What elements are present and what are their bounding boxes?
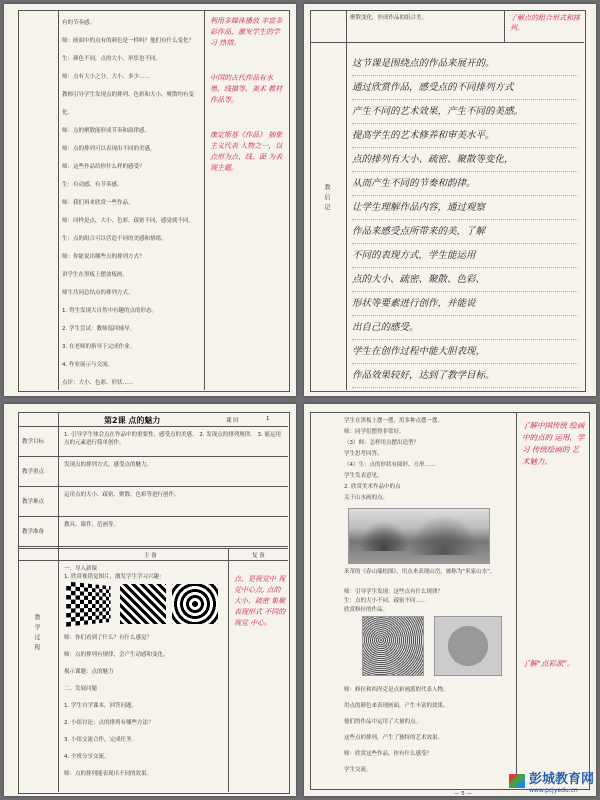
hours-label: 课 时 (226, 418, 239, 424)
text-line: 1. 得生发现大自然中有趣的点的形态。 (62, 308, 157, 314)
text-line: 让学生理解作品内容，通过观察 (352, 196, 578, 220)
text-line: 了解“点彩派”。 (522, 659, 575, 668)
text-line: 师：画面中的点有的颜色是一样吗？他们有什么变化？ (62, 38, 195, 44)
text-line: 点评：大小、色彩、形状…… (62, 380, 134, 386)
text-line: 讲学生在黑板上摆放板画。 (62, 272, 129, 278)
row-divider (18, 546, 288, 547)
margin-notes (210, 16, 284, 198)
circle-illusion-image (172, 584, 218, 624)
review-header: 复 备 (252, 553, 265, 559)
text-line: 师：引导学生发现：这些点有什么规律？ (344, 589, 444, 595)
text-line: 3. 在老师的指导下完成作业。 (62, 344, 135, 350)
page-bottom-left (4, 404, 296, 796)
text-line: 利用多媒体播放 丰富多彩作品，激发学生的学习 热情。 (210, 17, 283, 47)
text-line: 生：点的组合可以营造不同的美感和情绪。 (62, 236, 167, 242)
page-bottom-right (304, 404, 596, 796)
stripe-illusion-image (120, 584, 166, 624)
text-line: 师：同学们摆得非常好。 (344, 429, 405, 435)
text-line: 二、发展问题 (64, 686, 98, 692)
text-line: 不同的表现方式，学生能运用 (352, 244, 578, 268)
text-line: 生：有动感、有节奏感。 (62, 182, 123, 188)
pointillism-still-life-image (434, 616, 502, 676)
row-divider (18, 456, 288, 457)
process-text-3 (344, 682, 512, 778)
hours-value: 1 (266, 416, 270, 422)
process-text-2 (344, 588, 512, 615)
main-prep-header: 主 备 (144, 553, 157, 559)
text-line: 这节课是围绕点的作品来展开的。 (352, 52, 578, 76)
text-line: 揭示课题：点的魅力 (64, 669, 114, 675)
illusion-images (68, 584, 218, 624)
row-text: 教具、课件、范画等。 (64, 522, 120, 528)
text-line: 学生交流。 (344, 767, 372, 773)
text-line: 师：你们看到了什么？有什么感觉？ (64, 635, 153, 641)
lesson-body-text (62, 14, 202, 392)
text-line: 产生不同的艺术效果，产生不同的美感。 (352, 100, 578, 124)
text-line: 学生在黑板上摆一摆，用多种点摆一摆。 (344, 418, 444, 424)
text-line: 师：点有大小之分。大小、多少…… (62, 74, 151, 80)
pointillism-portrait-image (362, 616, 424, 676)
text-line: 从而产生不同的节奏和韵律。 (352, 172, 578, 196)
reflection-label: 教后记 (323, 184, 330, 214)
text-line: 生：颜色不同，点的大小、形状也不同。 (62, 56, 162, 62)
text-line: （4）生：点的形状有圆形、方形…… (344, 462, 436, 468)
text-line: 点的排列有大小、疏密、聚散等变化， (352, 148, 578, 172)
text-line: 1. 学生自学课本，回答问题。 (64, 703, 137, 709)
text-line: 3. 小组交流合作，完成任务。 (64, 737, 137, 743)
text-line: 点的大小、疏密、聚散、色彩、 (352, 268, 578, 292)
text-line: 师：同样是点，大小、色彩、疏密不同，感觉就不同。 (62, 218, 195, 224)
text-line: 有的节奏感。 (62, 20, 96, 26)
process-text (64, 630, 224, 783)
top-margin-note: 了解点的组合形式和排列。 (510, 14, 580, 32)
handwritten-reflection (352, 52, 578, 388)
text-line: 学生思考回答。 (344, 451, 383, 457)
text-line: 学生在创作过程中能大胆表现， (352, 340, 578, 364)
review-notes (522, 420, 586, 796)
text-line: 师：我们再来欣赏一些作品。 (62, 200, 134, 206)
row-label: 教学目标 (22, 439, 45, 445)
text-line: 2. 欣赏美术作品中的点 (344, 484, 401, 490)
text-line: 4. 全班分享交流。 (64, 754, 110, 760)
watermark (509, 768, 594, 794)
text-line: 他们的作品中运用了大量的点。 (344, 719, 422, 725)
painting-caption: 米芾的《春山瑞松图》，用点来表现山峦，被称为“米家山水”。 (344, 569, 496, 575)
row-text: 发现点的排列方式，感受点的魅力。 (64, 462, 153, 468)
watermark-logo-icon (509, 774, 525, 788)
text-line: 师：你能说出哪些点的排列方式？ (62, 254, 145, 260)
text-line: 欣赏修拉的作品。 (344, 607, 389, 613)
row-text: 1. 引导学生体会点在作品中的重要性，感受点的美感。 2. 发现点的排列规律。 3. 能运用点的元素进行简单创作。 (64, 432, 281, 446)
text-line: 师：点的聚散能形成节奏和韵律感。 (62, 128, 151, 134)
text-line: 了解中国传统 绘画中的点的 运用，学习 传统绘画的 艺术魅力。 (522, 421, 585, 466)
text-line: 教师引导学生发现点的排列、色彩和大小、聚散均有变化。 (62, 92, 195, 116)
process-label: 教学过程 (33, 614, 40, 654)
text-line: 师：点的排列能表现出不同的效果。 (64, 771, 153, 777)
intro-text: 1. 欣赏视错觉图片，激发学生学习兴趣： (64, 574, 165, 580)
row-label: 教学准备 (22, 529, 45, 535)
row-divider (18, 486, 288, 487)
text-line: 中国的古代作品有水墨、线描等、美术 教材作品等。 (210, 74, 283, 104)
text-line: 关于山水画的点。 (344, 495, 389, 501)
lesson-title: 第2课 点的魅力 (104, 416, 161, 425)
text-line: 通过欣赏作品，感受点的不同排列方式 (352, 76, 578, 100)
text-line: 师：这些作品给你什么样的感受？ (62, 164, 145, 170)
section-intro: 一、导入新课 (64, 566, 98, 572)
text-line: 用点的颜色来表现画面，产生丰富的效果。 (344, 703, 449, 709)
text-line: 师：点的排列有规律，会产生动感和变化。 (64, 652, 169, 658)
text-line: 出自己的感受。 (352, 316, 578, 340)
row-label: 教学难点 (22, 499, 45, 505)
review-note: 点、是视觉中 视觉中心点, 点的大小、疏密 集聚表现形式 不同的视觉 中心。 (234, 575, 286, 627)
page-top-right (304, 4, 596, 396)
text-line: 师：修拉和西涅克是点彩画派的代表人物。 (344, 687, 449, 693)
watermark-url: www.pcjyedu.cn (528, 787, 578, 794)
text-line: 形状等要素进行创作，并能说 (352, 292, 578, 316)
top-line: 聚散变化，形成作品的组合美。 (350, 15, 428, 21)
text-line: 4. 作业展示与交流。 (62, 362, 113, 368)
checker-illusion-image (66, 581, 110, 626)
page-number: — 5 — (454, 791, 472, 796)
text-line: 学生发表意见。 (344, 473, 383, 479)
process-text (344, 416, 512, 504)
text-line: （3）师：怎样用点摆出造型？ (344, 440, 420, 446)
text-line: 2. 小组讨论：点的排列有哪些方法？ (64, 720, 154, 726)
landscape-painting-image (348, 508, 490, 564)
text-line: 师生共同总结点的排列方式。 (62, 290, 134, 296)
watermark-name: 彭城教育网 (528, 772, 594, 787)
text-line: 作品来感受点所带来的美，了解 (352, 220, 578, 244)
text-line: 师：欣赏这些作品，你有什么感受？ (344, 751, 433, 757)
text-line: 生：点的大小不同、疏密不同…… (344, 598, 427, 604)
text-line: 提高学生的艺术修养和审美水平。 (352, 124, 578, 148)
row-label: 教学重点 (22, 469, 45, 475)
text-line: 这些点的排列，产生了独特的艺术效果。 (344, 735, 444, 741)
text-line: 2. 学生尝试：教师巡回辅导。 (62, 326, 135, 332)
row-text: 运用点的大小、疏密、聚散、色彩等进行创作。 (64, 492, 180, 498)
text-line: 作品效果较好，达到了教学目标。 (352, 364, 578, 388)
text-line: 康定斯基《作品》 抽象主义代表 人物之一，以点形为点、线、面 为表现主题。 (210, 131, 283, 172)
row-divider (18, 516, 288, 517)
page-top-left (4, 4, 296, 396)
text-line: 师：点的排列可以表现出不同的美感。 (62, 146, 156, 152)
